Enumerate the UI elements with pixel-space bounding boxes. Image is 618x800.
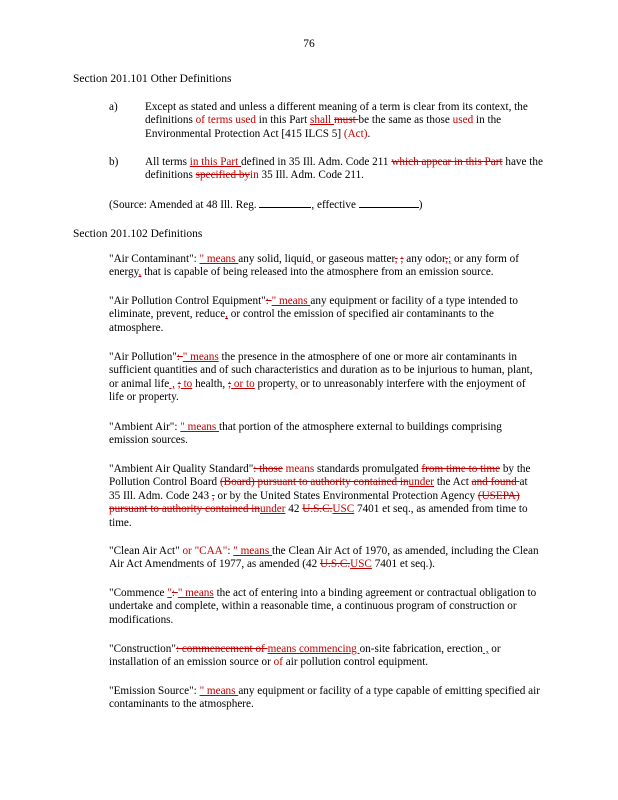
definition-commence: "Commence ": " means the act of entering into a binding agreement or contractual obligation to undertake and complete, within a reasonable time, a continuous program of construction or modifications.	[109, 587, 537, 626]
definition-air-pollution: "Air Pollution": " means the presence in the atmosphere of one or more air contaminants in sufficient quantities and of such characteristics and duration as to be injurious to human, plant, or animal life , ; to health, ; or to property, or to unreasonably interfere with the enjoyment of life or property.	[109, 351, 533, 404]
section-201-102-heading: Section 201.102 Definitions	[73, 228, 203, 240]
effective-blank	[359, 198, 419, 208]
definition-air-pollution-control-equipment: "Air Pollution Control Equipment": " means any equipment or facility of a type intended to eliminate, prevent, reduce, or control the emission of specified air contaminants to the atmosphere.	[109, 295, 518, 334]
definition-construction: "Construction": commencement of means commencing on-site fabrication, erection , or installation of an emission source or of air pollution control equipment.	[109, 643, 501, 669]
definition-emission-source: "Emission Source": " means any equipment or facility of a type capable of emitting specified air contaminants to the atmosphere.	[109, 685, 540, 711]
definition-ambient-air-quality-standard: "Ambient Air Quality Standard": those means standards promulgated from time to time by the Pollution Control Board (Board) pursuant to authority contained inunder the Act and found at 35 Ill. Adm. Code 243 , or by the United States Environmental Protection Agency (USEPA) pursuant to authority contained inunder 42 U.S.C.USC 7401 et seq., as amended from time to time.	[109, 463, 531, 529]
source-note: (Source: Amended at 48 Ill. Reg. , effective )	[109, 199, 423, 211]
item-a-label: a)	[109, 101, 118, 113]
definition-clean-air-act: "Clean Air Act" or "CAA": " means the Clean Air Act of 1970, as amended, including the Clean Air Act Amendments of 1977, as amended (42 U.S.C.USC 7401 et seq.).	[109, 545, 539, 571]
item-b-label: b)	[109, 156, 119, 168]
item-a-text: Except as stated and unless a different meaning of a term is clear from its context, the definitions of terms used in this Part shall must be the same as those used in the Environmental Protection Act [415 ILCS 5] (Act).	[145, 101, 528, 140]
reg-blank	[259, 198, 311, 208]
section-201-101-heading: Section 201.101 Other Definitions	[73, 73, 232, 85]
item-b-text: All terms in this Part defined in 35 Ill. Adm. Code 211 which appear in this Part have the definitions specified byin 35 Ill. Adm. Code 211.	[145, 156, 543, 182]
page-number: 76	[303, 38, 315, 50]
definition-ambient-air: "Ambient Air": " means that portion of the atmosphere external to buildings comprising emission sources.	[109, 421, 502, 447]
definition-air-contaminant: "Air Contaminant": " means any solid, liquid, or gaseous matter, ; any odor,; or any form of energy, that is capable of being released into the atmosphere from an emission source.	[109, 253, 519, 279]
